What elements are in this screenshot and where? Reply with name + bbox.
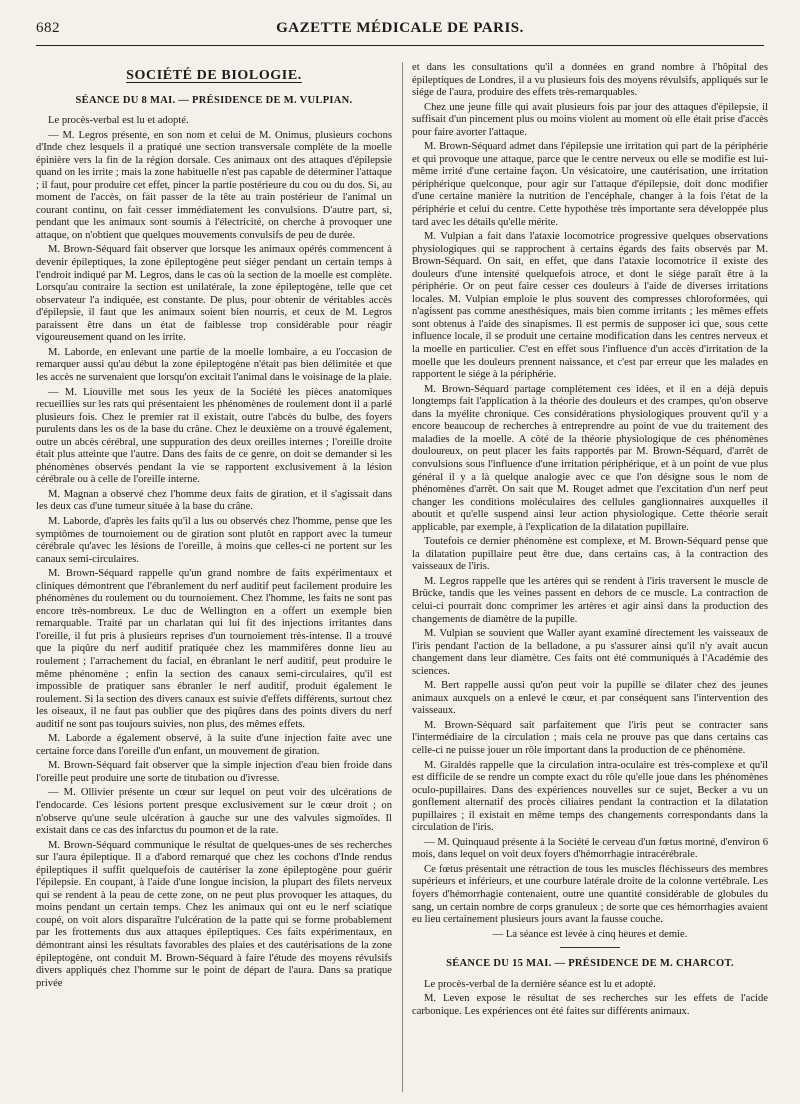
paragraph: Chez une jeune fille qui avait plusieurs fois par jour des attaques d'épilepsie, il suffisait d'un pincement plus ou moins violent au moment où elle était prise d'accès pour faire avorter l'attaque. [412,101,768,138]
paragraph: M. Brown-Séquard fait observer que lorsque les animaux opérés commencent à devenir épileptiques, la zone épileptogène peut siéger pendant un certain temps à l'endroit indiqué par M. Legros, dans le cas où la section de la moelle est complète. Lorsqu'au contraire la section est unilatérale, la zone épileptogène, telle que cet observateur l'a indiquée, est constante. De plus, pour obtenir de véritables accès d'épilepsie, il faut que les animaux soient bien nourris, et ceux de M. Legros paraissent être dans un état de faiblesse trop considérable pour réagir vigoureusement quand on les irrite. [36,244,392,344]
paragraph: M. Giraldès rappelle que la circulation intra-oculaire est très-complexe et qu'il est difficile de se rendre un compte exact du rôle qu'elle joue dans les phénomènes oculo-pupillaires. Dans des expériences nouvelles sur ce sujet, Becker a vu un gonflement alternatif des procès ciliaires pendant la contraction et la dilatation pupillaires ; il existait en même temps des changements correspondants dans la circulation de l'iris. [412,759,768,834]
paragraph: et dans les consultations qu'il a données en grand nombre à l'hôpital des épileptiques de Londres, il a vu plusieurs fois des moyens révulsifs, appliqués sur le siége de l'aura, produire des effets très-remarquables. [412,62,768,99]
left-column [36,64,392,1094]
paragraph: M. Brown-Séquard fait observer que la simple injection d'eau bien froide dans l'oreille peut produire une sorte de titubation ou d'ivresse. [36,760,392,784]
paragraph: M. Legros rappelle que les artères qui se rendent à l'iris traversent le muscle de Brücke, tandis que les veines passent en dehors de ce muscle. La contraction de celui-ci pourrait donc comprimer les artères et agir ainsi dans la production des changements de diamètre de la pupille. [412,575,768,625]
paragraph: — M. Legros présente, en son nom et celui de M. Onimus, plusieurs cochons d'Inde chez lesquels il a pratiqué une section transversale complète de la moelle épinière vers la fin de la région dorsale. Ces animaux ont des attaques d'épilepsie quand on les irrite ; mais la zone habituelle n'est pas capable de déterminer l'attaque ; il faut, pour produire cet effet, pincer la partie postérieure du cou ou du dos. Si, au moment de l'accès, on fait passer de la tête au train postérieur de l'animal un courant continu, on fait cesser immédiatement les convulsions. D'autre part, si, pendant que les animaux sont soumis à l'électricité, on cherche à provoquer une attaque, on n'obtient que quelques mouvements convulsifs de peu de durée. [36,129,392,241]
column-separator [402,62,403,1092]
right-paragraphs [412,62,768,927]
paragraph: Le procès-verbal de la dernière séance est lu et adopté. [424,978,656,990]
paragraph: M. Brown-Séquard sait parfaitement que l'iris peut se contracter sans l'intermédiaire de la circulation ; mais cela ne prouve pas que dans certains cas celle-ci ne puisse jouer un rôle important dans la production de ce phénomène. [412,719,768,756]
paragraph: M. Brown-Séquard communique le résultat de quelques-unes de ses recherches sur l'aura épileptique. Il a d'abord remarqué que chez les cochons d'Inde rendus épileptiques il suffit quelquefois de cautériser la zone épileptogène pour guérir l'épilepsie. En coupant, à l'aide d'une longue incision, la plupart des filets nerveux qui se rendent à la peau de cette zone, on ne peut plus provoquer les attaques, du moins pendant un certain temps. Chez les animaux qui ont eu le nerf sciatique coupé, on voit alors disparaître l'ulcération de la patte qui se forme probablement par les frottements dus aux attaques épileptiques. Ces faits expérimentaux, en démontrant ainsi les résultats favorables des plaies et des cautérisations de la zone épileptogène, ont conduit M. Brown-Séquard à faire l'étude des moyens révulsifs divers appliqués chez l'homme sur le point de départ de l'aura. Dans sa pratique privée [36,839,392,989]
paragraph: M. Bert rappelle aussi qu'on peut voir la pupille se dilater chez des jeunes animaux auxquels on a enlevé le cœur, et par conséquent sans l'intervention des vaisseaux. [412,680,768,717]
running-head [36,20,764,42]
paragraph: Toutefois ce dernier phénomène est complexe, et M. Brown-Séquard pense que la dilatation pupillaire peut être due, dans certains cas, à la contraction des vaisseaux de l'iris. [412,536,768,573]
paragraph: — M. Liouville met sous les yeux de la Société les pièces anatomiques recueillies sur les rats qui présentaient les phénomènes de roulement dont il a parlé plusieurs fois. Chez le premier rat il existait, outre l'abcès du bulbe, des foyers purulents dans les os de la base du crâne. Chez le deuxième on a trouvé également, outre un abcès cérébral, une suppuration des deux oreilles internes ; l'oreille droite était plus atteinte que l'autre. Dans des faits de ce genre, on doit se demander si les phénomènes observés pendant la vie se rapportent exclusivement à la lésion cérébrale ou à celle de l'oreille interne. [36,386,392,486]
paragraph: M. Brown-Séquard partage complétement ces idées, et il en a déjà depuis longtemps fait l'application à la théorie des douleurs et des crampes, qu'on observe dans la myélite chronique. Ces considérations physiologiques prouvent qu'il y a encore beaucoup de recherches à entreprendre au point de vue du traitement des maladies de la moelle. A côté de la théorie physiologique de ces phénomènes douloureux, on peut placer les faits rapportés par M. Brown-Séquard, d'arrêt de convulsions sous l'influence d'une irritation périphérique, et à un point de vue plus général il y a là quelque analogie avec ce que l'on désigne sous le nom de phénomènes d'arrêt. On sait que M. Rouget admet que l'excitation d'un nerf peut changer les conditions moléculaires des cellules ganglionnaires auxquelles il aboutit et qu'elle suspend ainsi leur action physiologique. Cette théorie serait applicable, par exemple, à l'explication de la dilatation pupillaire. [412,383,768,533]
paragraph: Le procès-verbal est lu et adopté. [48,115,189,127]
paragraph: M. Vulpian a fait dans l'ataxie locomotrice progressive quelques observations physiologiques qui se rapprochent à certains égards des faits observés par M. Brown-Séquard. On sait, en effet, que dans l'ataxie locomotrice il existe des douleurs d'une intensité quelquefois atroce, et dont le siége paraît être à la périphérie. Or on peut faire cesser ces douleurs à l'aide de diverses irritations locales. M. Vulpian emploie le plus souvent des compresses chloroformées, qui n'agissent pas comme anesthésiques, mais bien comme irritants ; les mêmes effets sont obtenus à l'aide des sinapismes. Il est permis de supposer ici que, sous cette influence locale, il se produit une certaine modification dans les centres nerveux et la moelle en particulier. C'est en effet sous l'influence d'un accès d'irritation de la moelle que les douleurs prennent naissance, et c'est par erreur que les malades en rapportent le siége à la périphérie. [412,231,768,381]
paragraph: M. Leven expose le résultat de ses recherches sur les effets de l'acide carbonique. Les expériences ont été faites sur différents animaux. [412,993,768,1017]
closing-line: — La séance est levée à cinq heures et demie. [492,928,688,940]
paragraph: M. Laborde, d'après les faits qu'il a lus ou observés chez l'homme, pense que les symptômes de tournoiement ou de giration sont plutôt en rapport avec la tumeur cérébrale qu'avec les lésions de l'oreille, à moins que celles-ci ne portent sur les canaux semi-circulaires. [36,515,392,565]
right-column [412,62,768,1092]
session-divider [560,947,620,948]
paragraph: M. Brown-Séquard admet dans l'épilepsie une irritation qui part de la périphérie et qui provoque une attaque, parce que le centre nerveux ou elle se modifie est lui-même irrité d'une certaine façon. Un vésicatoire, une cautérisation, une irritation périphérique quelconque, pour agir sur l'attaque d'épilepsie, doit donc modifier d'une certaine manière la nutrition de l'encéphale, changer à la fois l'état de la périphérie et celui du centre. Cette hypothèse très importante sera développée plus tard avec les détails qu'elle mérite. [412,141,768,228]
journal-title: GAZETTE MÉDICALE DE PARIS. [276,20,524,36]
section-title: SOCIÉTÉ DE BIOLOGIE. [126,68,302,83]
paragraph: M. Brown-Séquard rappelle qu'un grand nombre de faits expérimentaux et cliniques démontrent que l'ébranlement du nerf auditif peut facilement produire les phénomènes du roulement ou du tournoiement. Chez l'homme, les faits ne sont pas encore très-nombreux. Le duc de Wellington en a offert un exemple bien remarquable. Traité par un charlatan qui lui fit des injections irritantes dans l'oreille, il fut pris à plusieurs reprises d'un tournoiement très-intense. Il a trouvé que la piqûre du nerf auditif pratiquée chez les mammifères donne lieu au roulement ; l'arrachement du facial, en ébranlant le nerf auditif, peut produire le même phénomène ; enfin la section des canaux semi-circulaires, qu'il est impossible de pratiquer sans ébranler le nerf auditif, produit également le roulement. Si la section des divers canaux est suivie d'effets différents, surtout chez les oiseaux, il ne faut pas oublier que des piqûres dans des points divers du nerf auditif ne sont pas toujours suivies, non plus, des mêmes effets. [36,568,392,730]
paragraph: — M. Quinquaud présente à la Société le cerveau d'un fœtus mortné, d'environ 6 mois, dans lequel on voit deux foyers d'hémorrhagie intracérébrale. [412,836,768,861]
paragraph: — M. Ollivier présente un cœur sur lequel on peut voir des ulcérations de l'endocarde. Ces lésions portent presque exclusivement sur le cœur droit ; on n'observe qu'une seule ulcération à gauche sur une des valvules sigmoïdes. Il existait dans ce cas des infarctus du poumon et de la rate. [36,787,392,837]
paragraph: M. Laborde, en enlevant une partie de la moelle lombaire, a eu l'occasion de remarquer aussi qu'au début la zone épileptogène n'était pas bien délimitée et que les accès ne survenaient que lorsqu'on excitait l'animal dans le voisinage de la plaie. [36,346,392,383]
paragraph: M. Vulpian se souvient que Waller ayant examiné directement les vaisseaux de l'iris pendant l'action de la belladone, a pu s'assurer ainsi qu'il n'y avait aucun changement dans leur diamètre. Ces faits ont été communiqués à l'Académie des sciences. [412,628,768,677]
right-paragraphs-after [412,979,768,1019]
left-paragraphs [36,115,392,990]
paragraph: M. Magnan a observé chez l'homme deux faits de giration, et il s'agissait dans les deux cas d'une tumeur située à la base du crâne. [36,488,392,513]
paragraph: M. Laborde a également observé, à la suite d'une injection faite avec une certaine force dans l'oreille d'un enfant, un mouvement de giration. [36,733,392,757]
header-rule [36,45,764,46]
session-heading-2: SÉANCE DU 15 MAI. — PRÉSIDENCE DE M. CHARCOT. [446,958,734,970]
session-heading: SÉANCE DU 8 MAI. — PRÉSIDENCE DE M. VULPIAN. [75,94,353,106]
page-number: 682 [36,20,60,36]
paragraph: Ce fœtus présentait une rétraction de tous les muscles fléchisseurs des membres supérieurs et inférieurs, et une courbure latérale droite de la colonne vertébrale. Les foyers d'hémorrhagie contenaient, outre une quantité considérable de globules du sang, un certain nombre de corps granuleux ; de sorte que ces hémorrhagies avaient eu lieu certainement plusieurs jours avant la fausse couche. [412,863,768,926]
